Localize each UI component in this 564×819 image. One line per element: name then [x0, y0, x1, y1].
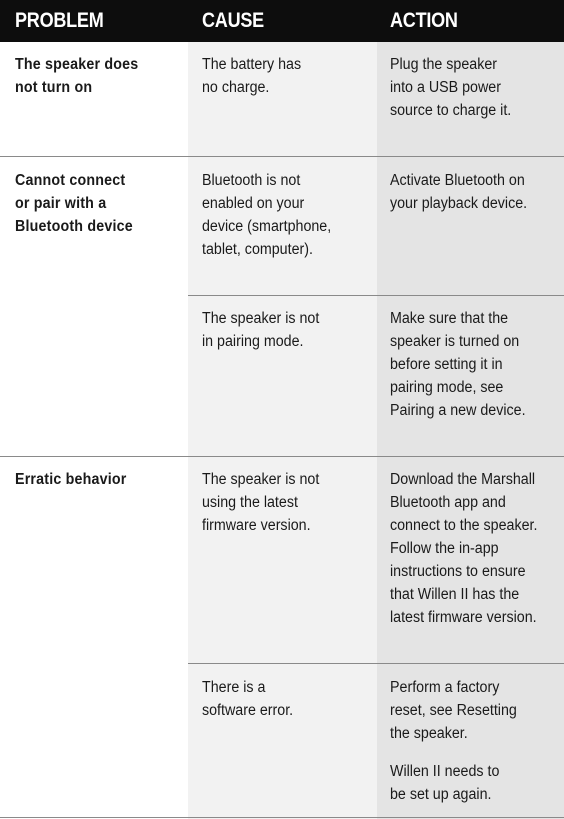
- action-text: Download the Marshall Bluetooth app and connect to the speaker. Follow the in-app instructions to ensure that Willen II has the latest firmware version.: [390, 471, 538, 626]
- problem-text: The speaker does not turn on: [15, 56, 139, 96]
- action-text: Perform a factory reset, see Resetting the speaker.: [390, 679, 517, 742]
- problem-text: Erratic behavior: [15, 471, 127, 488]
- row-divider: [188, 663, 564, 664]
- cause-text: The speaker is not in pairing mode.: [202, 310, 320, 350]
- table-header: [0, 0, 564, 42]
- action-text: Activate Bluetooth on your playback device.: [390, 172, 528, 212]
- action-text: Make sure that the speaker is turned on before setting it in pairing mode, see Pairing a new device.: [390, 310, 526, 419]
- row-divider: [0, 817, 564, 818]
- row-divider: [0, 456, 564, 457]
- cause-text: The battery has no charge.: [202, 56, 302, 96]
- action-text: Plug the speaker into a USB power source to charge it.: [390, 56, 512, 119]
- problem-text: Cannot connect or pair with a Bluetooth device: [15, 172, 133, 235]
- cause-text: There is a software error.: [202, 679, 294, 719]
- cause-text: Bluetooth is not enabled on your device (smartphone, tablet, computer).: [202, 172, 332, 258]
- cause-text: The speaker is not using the latest firmware version.: [202, 471, 320, 534]
- action-note-text: Willen II needs to be set up again.: [390, 763, 500, 803]
- row-divider: [0, 156, 564, 157]
- header-cause: CAUSE: [202, 9, 264, 32]
- problem-column: [0, 42, 188, 819]
- header-problem: PROBLEM: [15, 9, 104, 32]
- row-divider: [188, 295, 564, 296]
- header-action: ACTION: [390, 9, 458, 32]
